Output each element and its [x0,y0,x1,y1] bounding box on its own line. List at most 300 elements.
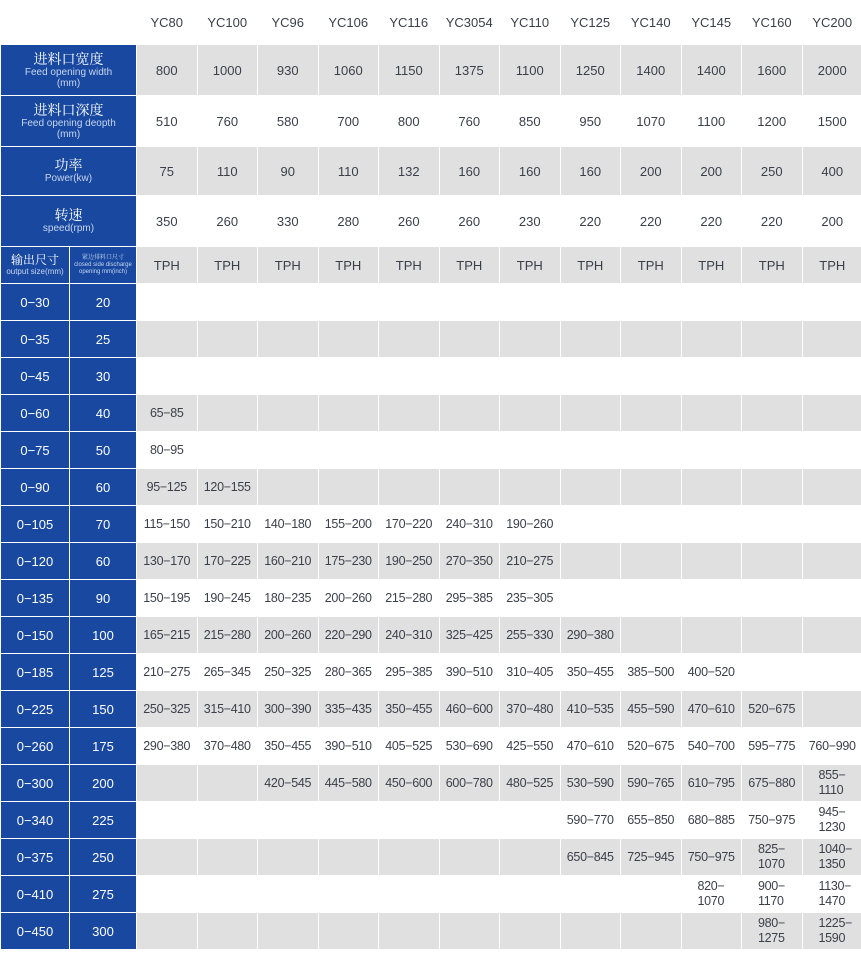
capacity-cell [258,876,319,913]
spec-value: 220 [560,196,621,247]
model-header-yc200: YC200 [802,1,861,45]
css-header-cn: 紧边排料口尺寸 [81,254,124,261]
capacity-cell [621,358,682,395]
tph-unit-cell: TPH [197,247,258,284]
capacity-cell: 450−600 [379,765,440,802]
capacity-cell [500,839,561,876]
capacity-cell [742,469,803,506]
capacity-cell [439,432,500,469]
table-row [1,506,861,543]
capacity-cell [318,284,379,321]
capacity-cell [742,321,803,358]
css-cell: 60 [70,543,137,580]
spec-label-en: speed(rpm) [42,223,95,234]
css-cell: 100 [70,617,137,654]
output-size-cell: 0−340 [1,802,70,839]
capacity-cell: 680−885 [681,802,742,839]
output-size-cell: 0−185 [1,654,70,691]
capacity-cell [318,432,379,469]
spec-label-cn: 功率 [54,157,83,173]
capacity-cell: 725−945 [621,839,682,876]
spec-value: 110 [318,147,379,196]
table-row [1,728,861,765]
spec-value: 260 [439,196,500,247]
capacity-cell: 130−170 [137,543,198,580]
capacity-cell: 200−260 [258,617,319,654]
spec-label-cn: 转速 [54,207,83,223]
spec-value: 220 [681,196,742,247]
spec-value: 1250 [560,45,621,96]
capacity-cell [439,284,500,321]
spec-row [1,196,861,247]
capacity-cell: 470−610 [681,691,742,728]
capacity-cell [137,321,198,358]
capacity-cell: 220−290 [318,617,379,654]
corner-cell [1,1,137,45]
capacity-cell [560,580,621,617]
model-header-yc145: YC145 [681,1,742,45]
capacity-cell: 150−195 [137,580,198,617]
capacity-cell [802,617,861,654]
capacity-cell [379,469,440,506]
capacity-cell [742,654,803,691]
capacity-cell: 750−975 [742,802,803,839]
capacity-cell: 455−590 [621,691,682,728]
model-header-row [1,1,861,45]
capacity-cell [137,802,198,839]
capacity-cell: 820−​1070 [681,876,742,913]
capacity-cell [258,395,319,432]
spec-value: 1070 [621,96,682,147]
capacity-cell [621,321,682,358]
capacity-cell [681,321,742,358]
capacity-cell: 335−435 [318,691,379,728]
css-cell: 50 [70,432,137,469]
capacity-cell [500,469,561,506]
capacity-cell: 825−​1070 [742,839,803,876]
capacity-cell [379,876,440,913]
capacity-cell [137,839,198,876]
output-size-cell: 0−410 [1,876,70,913]
capacity-cell [742,432,803,469]
spec-value: 1500 [802,96,861,147]
table-row [1,913,861,950]
capacity-cell [621,506,682,543]
capacity-cell [560,876,621,913]
capacity-cell [621,432,682,469]
capacity-cell [439,913,500,950]
output-size-cell: 0−375 [1,839,70,876]
css-cell: 275 [70,876,137,913]
capacity-cell: 530−590 [560,765,621,802]
spec-value: 160 [439,147,500,196]
capacity-cell [379,395,440,432]
spec-value: 950 [560,96,621,147]
capacity-cell: 215−280 [197,617,258,654]
spec-value: 160 [500,147,561,196]
spec-value: 220 [621,196,682,247]
css-cell: 30 [70,358,137,395]
spec-value: 580 [258,96,319,147]
capacity-cell: 1225−​1590 [802,913,861,950]
tph-unit-cell: TPH [318,247,379,284]
output-size-cell: 0−150 [1,617,70,654]
capacity-cell [742,395,803,432]
capacity-cell [802,580,861,617]
capacity-cell: 590−770 [560,802,621,839]
capacity-cell [560,395,621,432]
capacity-cell [318,802,379,839]
spec-value: 1600 [742,45,803,96]
tph-unit-cell: TPH [681,247,742,284]
capacity-cell: 385−500 [621,654,682,691]
capacity-cell [742,543,803,580]
capacity-cell [197,321,258,358]
capacity-cell [379,432,440,469]
capacity-cell: 650−845 [560,839,621,876]
table-row [1,284,861,321]
tph-unit-cell: TPH [742,247,803,284]
capacity-cell: 900−​1170 [742,876,803,913]
table-row [1,580,861,617]
css-cell: 150 [70,691,137,728]
output-size-cell: 0−300 [1,765,70,802]
capacity-cell: 170−225 [197,543,258,580]
spec-label [1,45,137,96]
output-size-cell: 0−260 [1,728,70,765]
capacity-cell [621,913,682,950]
output-size-header-cn: 输出尺寸 [10,253,59,267]
model-header-yc116: YC116 [379,1,440,45]
capacity-cell [802,284,861,321]
capacity-cell [258,321,319,358]
spec-value: 1000 [197,45,258,96]
capacity-cell: 210−275 [137,654,198,691]
capacity-cell [560,469,621,506]
capacity-cell [197,395,258,432]
capacity-cell [258,358,319,395]
capacity-cell [379,358,440,395]
capacity-cell: 480−525 [500,765,561,802]
capacity-cell: 190−260 [500,506,561,543]
output-size-header [1,247,70,284]
table-row [1,802,861,839]
spec-value: 260 [197,196,258,247]
capacity-cell [197,284,258,321]
tph-unit-cell: TPH [439,247,500,284]
spec-value: 132 [379,147,440,196]
spec-value: 1200 [742,96,803,147]
capacity-cell [681,506,742,543]
capacity-cell: 540−700 [681,728,742,765]
capacity-cell [621,395,682,432]
capacity-cell: 200−260 [318,580,379,617]
capacity-cell [621,469,682,506]
capacity-cell: 350−455 [560,654,621,691]
capacity-cell [318,913,379,950]
capacity-cell [560,543,621,580]
capacity-cell [318,358,379,395]
css-cell: 225 [70,802,137,839]
table-row [1,654,861,691]
capacity-cell: 175−230 [318,543,379,580]
spec-value: 90 [258,147,319,196]
spec-label-cn: 进料口深度 [33,101,104,118]
capacity-cell: 390−510 [439,654,500,691]
model-header-yc80: YC80 [137,1,198,45]
css-cell: 300 [70,913,137,950]
capacity-cell [258,913,319,950]
spec-value: 110 [197,147,258,196]
spec-value: 2000 [802,45,861,96]
css-cell: 40 [70,395,137,432]
output-size-cell: 0−225 [1,691,70,728]
spec-value: 1375 [439,45,500,96]
spec-value: 760 [197,96,258,147]
spec-value: 160 [560,147,621,196]
capacity-cell: 190−245 [197,580,258,617]
capacity-cell [258,802,319,839]
capacity-cell: 855−​1110 [802,765,861,802]
capacity-cell [621,580,682,617]
output-size-cell: 0−45 [1,358,70,395]
spec-value: 75 [137,147,198,196]
output-size-cell: 0−60 [1,395,70,432]
model-header-yc125: YC125 [560,1,621,45]
capacity-cell: 315−410 [197,691,258,728]
capacity-cell [500,876,561,913]
capacity-cell [560,506,621,543]
spec-value: 1400 [621,45,682,96]
capacity-cell [439,321,500,358]
model-header-yc96: YC96 [258,1,319,45]
css-cell: 125 [70,654,137,691]
css-cell: 60 [70,469,137,506]
capacity-cell: 165−215 [137,617,198,654]
output-size-cell: 0−105 [1,506,70,543]
output-size-cell: 0−90 [1,469,70,506]
capacity-cell: 290−380 [560,617,621,654]
capacity-cell [197,913,258,950]
model-header-yc140: YC140 [621,1,682,45]
table-row [1,358,861,395]
capacity-cell [500,432,561,469]
capacity-cell [802,395,861,432]
spec-value: 200 [681,147,742,196]
output-size-cell: 0−35 [1,321,70,358]
capacity-cell [742,506,803,543]
capacity-cell: 400−520 [681,654,742,691]
capacity-cell [439,802,500,839]
capacity-cell: 295−385 [379,654,440,691]
table-row [1,321,861,358]
output-size-cell: 0−75 [1,432,70,469]
capacity-cell [197,839,258,876]
capacity-cell: 250−325 [137,691,198,728]
capacity-cell [500,358,561,395]
capacity-cell: 270−350 [439,543,500,580]
spec-label-unit: (mm) [56,128,81,140]
css-cell: 200 [70,765,137,802]
spec-label-unit: (mm) [56,77,81,89]
capacity-cell: 945−​1230 [802,802,861,839]
capacity-cell: 150−210 [197,506,258,543]
spec-label-en: Power(kw) [44,173,93,184]
spec-value: 280 [318,196,379,247]
capacity-cell [681,358,742,395]
spec-row [1,96,861,147]
capacity-cell: 265−345 [197,654,258,691]
capacity-cell [500,321,561,358]
output-size-cell: 0−450 [1,913,70,950]
capacity-cell: 530−690 [439,728,500,765]
capacity-cell [197,765,258,802]
capacity-cell [379,321,440,358]
capacity-cell [742,358,803,395]
capacity-cell [318,839,379,876]
spec-label-en: Feed opening width [24,66,113,78]
capacity-cell: 750−975 [681,839,742,876]
spec-label [1,96,137,147]
capacity-cell [560,358,621,395]
capacity-cell [681,469,742,506]
capacity-cell [621,284,682,321]
capacity-cell [681,432,742,469]
capacity-cell: 255−330 [500,617,561,654]
capacity-cell: 600−780 [439,765,500,802]
capacity-cell [802,506,861,543]
capacity-cell [439,876,500,913]
tph-unit-cell: TPH [621,247,682,284]
capacity-cell [439,395,500,432]
capacity-cell: 350−455 [379,691,440,728]
spec-value: 850 [500,96,561,147]
spec-value: 930 [258,45,319,96]
model-header-yc100: YC100 [197,1,258,45]
capacity-cell [681,395,742,432]
capacity-cell [258,469,319,506]
table-row [1,691,861,728]
capacity-cell [621,543,682,580]
spec-label-cn: 进料口宽度 [33,50,104,67]
capacity-cell [379,284,440,321]
table-row [1,469,861,506]
capacity-cell [742,284,803,321]
capacity-cell: 115−150 [137,506,198,543]
spec-value: 800 [137,45,198,96]
capacity-cell: 65−85 [137,395,198,432]
capacity-cell: 325−425 [439,617,500,654]
spec-value: 1400 [681,45,742,96]
capacity-cell: 420−545 [258,765,319,802]
css-cell: 250 [70,839,137,876]
capacity-cell: 295−385 [439,580,500,617]
output-size-cell: 0−30 [1,284,70,321]
capacity-cell [742,580,803,617]
table-row [1,876,861,913]
capacity-cell: 1130−​1470 [802,876,861,913]
spec-value: 350 [137,196,198,247]
capacity-cell: 180−235 [258,580,319,617]
spec-value: 1100 [500,45,561,96]
spec-value: 200 [802,196,861,247]
capacity-cell: 470−610 [560,728,621,765]
capacity-cell [137,765,198,802]
table-row [1,839,861,876]
capacity-cell [560,913,621,950]
capacity-cell [258,284,319,321]
output-size-cell: 0−135 [1,580,70,617]
css-cell: 25 [70,321,137,358]
css-cell: 20 [70,284,137,321]
tph-unit-cell: TPH [137,247,198,284]
capacity-cell: 350−455 [258,728,319,765]
css-cell: 175 [70,728,137,765]
capacity-cell [137,284,198,321]
spec-value: 1060 [318,45,379,96]
capacity-cell [500,913,561,950]
capacity-cell: 425−550 [500,728,561,765]
capacity-cell: 210−275 [500,543,561,580]
spec-label [1,147,137,196]
output-size-cell: 0−120 [1,543,70,580]
spec-value: 510 [137,96,198,147]
tph-unit-cell: TPH [379,247,440,284]
capacity-cell: 250−325 [258,654,319,691]
capacity-cell: 655−850 [621,802,682,839]
table-body [1,1,861,950]
capacity-cell [197,358,258,395]
capacity-cell [802,654,861,691]
capacity-cell: 300−390 [258,691,319,728]
capacity-cell: 140−180 [258,506,319,543]
tph-unit-cell: TPH [258,247,319,284]
capacity-cell: 310−405 [500,654,561,691]
capacity-cell: 215−280 [379,580,440,617]
capacity-cell: 170−220 [379,506,440,543]
capacity-cell: 405−525 [379,728,440,765]
capacity-cell [318,469,379,506]
spec-value: 330 [258,196,319,247]
capacity-cell: 445−580 [318,765,379,802]
capacity-cell [802,691,861,728]
capacity-cell: 760−990 [802,728,861,765]
capacity-cell: 675−880 [742,765,803,802]
capacity-cell [379,839,440,876]
capacity-cell [318,395,379,432]
model-header-yc106: YC106 [318,1,379,45]
capacity-cell: 235−305 [500,580,561,617]
capacity-cell [560,284,621,321]
capacity-cell: 610−795 [681,765,742,802]
table-row [1,765,861,802]
capacity-cell: 290−380 [137,728,198,765]
capacity-cell: 460−600 [439,691,500,728]
capacity-cell [802,543,861,580]
capacity-cell [379,913,440,950]
table-row [1,395,861,432]
capacity-cell [439,839,500,876]
capacity-cell: 980−​1275 [742,913,803,950]
capacity-cell [802,432,861,469]
capacity-cell [802,321,861,358]
capacity-cell: 595−775 [742,728,803,765]
capacity-cell: 280−365 [318,654,379,691]
capacity-cell: 190−250 [379,543,440,580]
capacity-cell: 520−675 [742,691,803,728]
capacity-cell [379,802,440,839]
capacity-cell: 120−155 [197,469,258,506]
